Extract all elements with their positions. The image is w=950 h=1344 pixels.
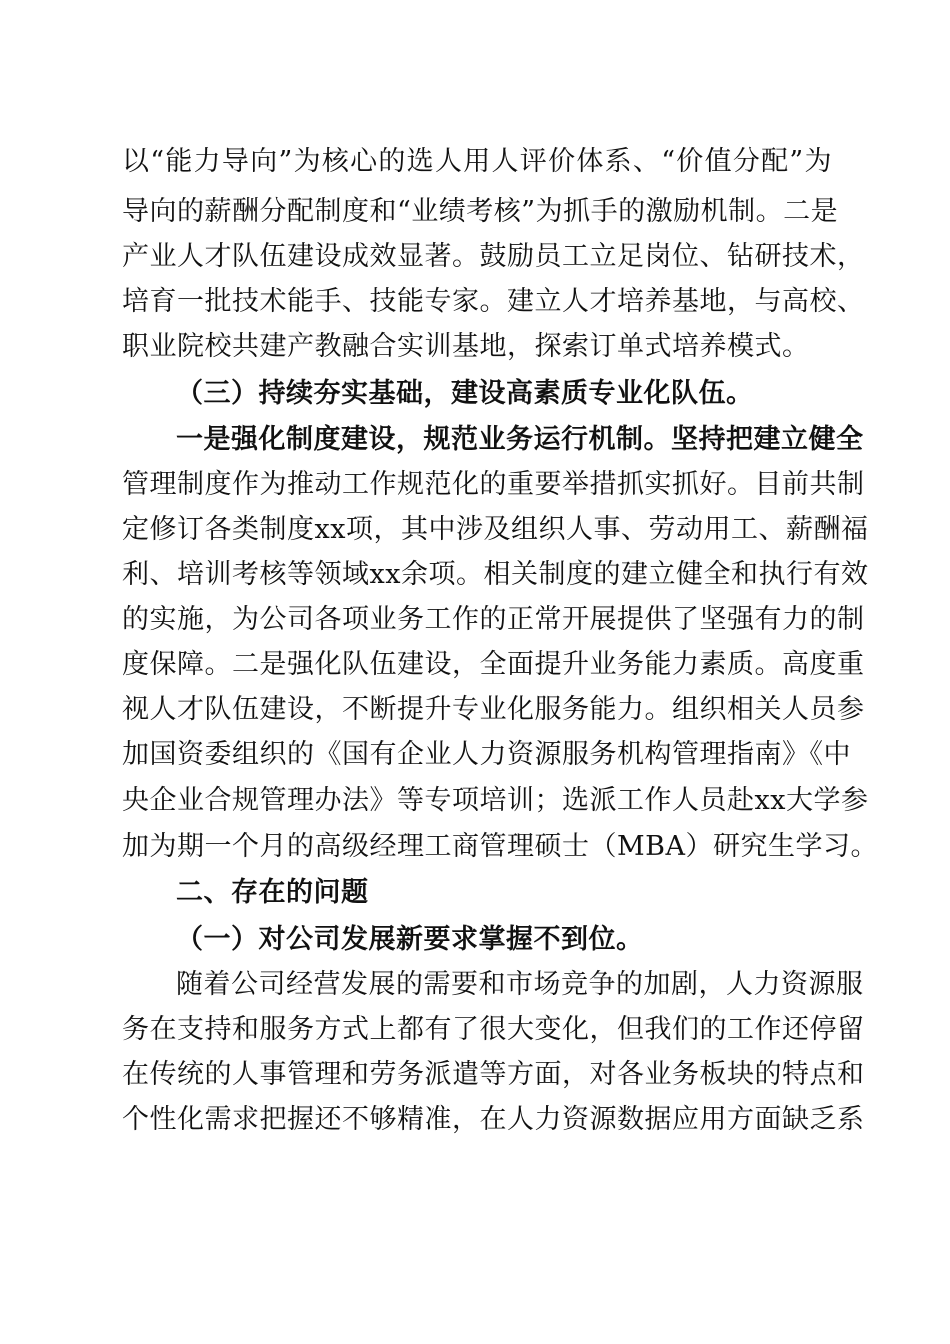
body-line-5: 职业院校共建产教融合实训基地，探索订单式培养模式。 (122, 331, 810, 362)
body-line-19: 随着公司经营发展的需要和市场竞争的加剧，人力资源服 (176, 969, 864, 1000)
body-line-12: 度保障。二是强化队伍建设，全面提升业务能力素质。高度重 (122, 649, 865, 680)
body-line-9: 定修订各类制度xx项，其中涉及组织人事、劳动用工、薪酬福 (122, 514, 869, 545)
body-line-20: 务在支持和服务方式上都有了很大变化，但我们的工作还停留 (122, 1014, 865, 1045)
body-line-15: 央企业合规管理办法》等专项培训；选派工作人员赴xx大学参 (122, 785, 869, 816)
body-line-3: 产业人才队伍建设成效显著。鼓励员工立足岗位、钻研技术， (122, 241, 865, 272)
body-line-2: 导向的薪酬分配制度和“业绩考核”为抓手的激励机制。二是 (122, 196, 839, 227)
body-line-8: 管理制度作为推动工作规范化的重要举措抓实抓好。目前共制 (122, 469, 865, 500)
body-line-22: 个性化需求把握还不够精准，在人力资源数据应用方面缺乏系 (122, 1104, 865, 1135)
body-line-11: 的实施，为公司各项业务工作的正常开展提供了坚强有力的制 (122, 604, 865, 635)
section-heading-1: （一）对公司发展新要求掌握不到位。 (176, 924, 644, 955)
body-line-4: 培育一批技术能手、技能专家。建立人才培养基地，与高校、 (122, 286, 865, 317)
body-line-1: 以“能力导向”为核心的选人用人评价体系、“价值分配”为 (122, 146, 832, 177)
chapter-heading-2: 二、存在的问题 (176, 877, 369, 908)
section-heading-3: （三）持续夯实基础，建设高素质专业化队伍。 (176, 378, 754, 409)
body-line-10: 利、培训考核等领域xx余项。相关制度的建立健全和执行有效 (122, 559, 869, 590)
body-line-13: 视人才队伍建设，不断提升专业化服务能力。组织相关人员参 (122, 694, 865, 725)
body-line-14: 加国资委组织的《国有企业人力资源服务机构管理指南》《中 (122, 739, 851, 770)
body-line-16: 加为期一个月的高级经理工商管理硕士（MBA）研究生学习。 (122, 831, 878, 862)
body-line-7: 一是强化制度建设，规范业务运行机制。坚持把建立健全 (176, 424, 864, 455)
body-line-21: 在传统的人事管理和劳务派遣等方面，对各业务板块的特点和 (122, 1059, 865, 1090)
